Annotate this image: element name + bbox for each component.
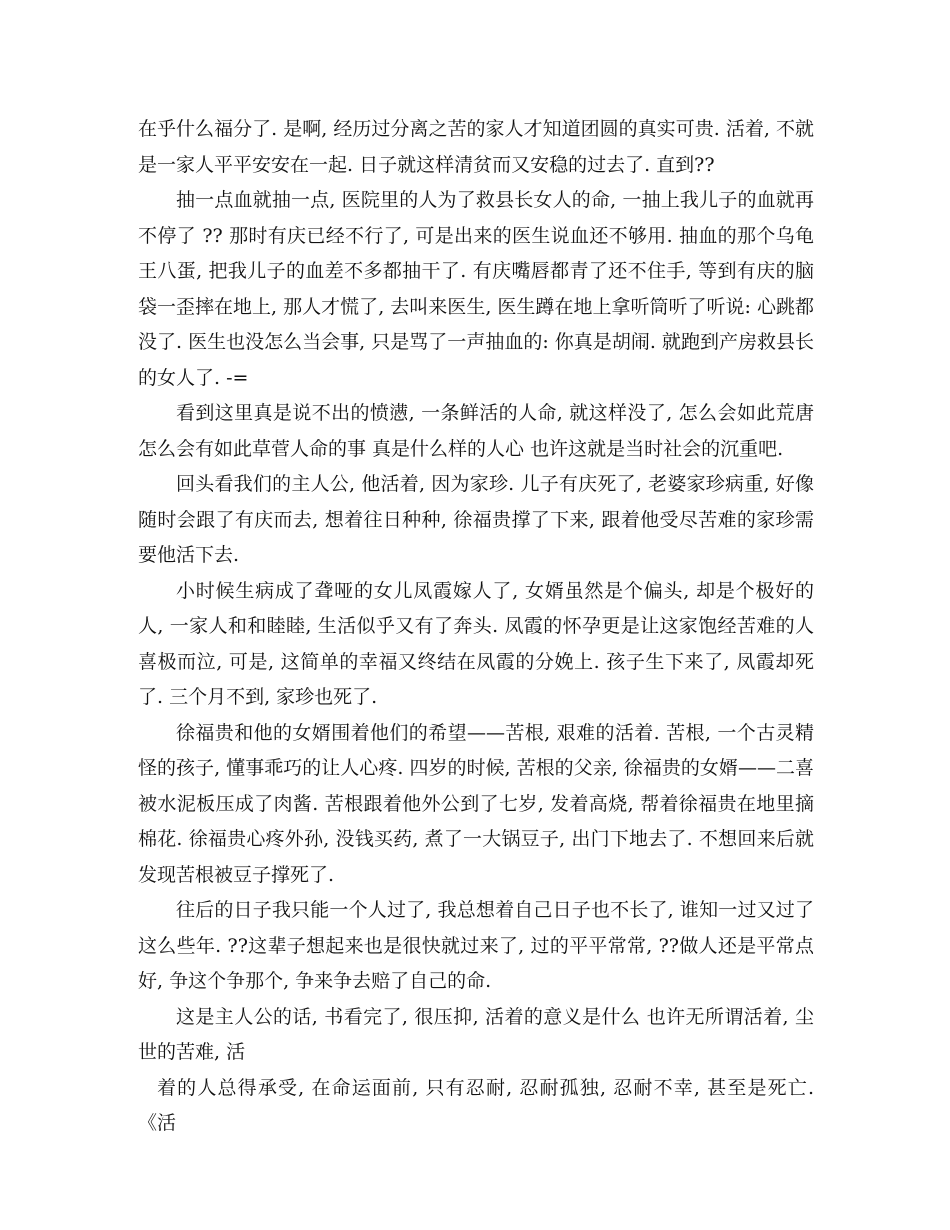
paragraph-1: 在乎什么福分了. 是啊, 经历过分离之苦的家人才知道团圆的真实可贵. 活着, 不就是一家人平平安安在一起. 日子就这样清贫而又安稳的过去了. 直到?? [138,118,814,176]
paragraph-3: 看到这里真是说不出的愤懑, 一条鲜活的人命, 就这样没了, 怎么会如此荒唐 怎么会有如此草菅人命的事 真是什么样的人心 也许这就是当时社会的沉重吧. [138,402,814,460]
paragraph-7: 往后的日子我只能一个人过了, 我总想着自己日子也不长了, 谁知一过又过了这么些年. ??这辈子想起来也是很快就过来了, 过的平平常常, ??做人还是平常点好, 争这个争那个, 争来争去赔了自己的命. [138,899,814,992]
paragraph-5: 小时候生病成了聋哑的女儿凤霞嫁人了, 女婿虽然是个偏头, 却是个极好的人, 一家人和和睦睦, 生活似乎又有了奔头. 凤霞的怀孕更是让这家饱经苦难的人喜极而泣, 可是, 这简单的幸福又终结在凤霞的分娩上. 孩子生下来了, 凤霞却死了. 三个月不到, 家珍也死了. [138,579,814,708]
paragraph-9: 着的人总得承受, 在命运面前, 只有忍耐, 忍耐孤独, 忍耐不幸, 甚至是死亡. 《活 [138,1076,814,1134]
paragraph-8: 这是主人公的话, 书看完了, 很压抑, 活着的意义是什么 也许无所谓活着, 尘世的苦难, 活 [138,1005,814,1063]
paragraph-2: 抽一点血就抽一点, 医院里的人为了救县长女人的命, 一抽上我儿子的血就再不停了 ?? 那时有庆已经不行了, 可是出来的医生说血还不够用. 抽血的那个乌龟王八蛋, 把我儿子的血差不多都抽干了. 有庆嘴唇都青了还不住手, 等到有庆的脑袋一歪摔在地上, 那人才慌了, 去叫来医生, 医生蹲在地上拿听筒听了听说: 心跳都没了. 医生也没怎么当会事, 只是骂了一声抽血的: 你真是胡闹. 就跑到产房救县长的女人了. -= [138,189,814,389]
paragraph-6: 徐福贵和他的女婿围着他们的希望——苦根, 艰难的活着. 苦根, 一个古灵精怪的孩子, 懂事乖巧的让人心疼. 四岁的时候, 苦根的父亲, 徐福贵的女婿——二喜被水泥板压成了肉酱. 苦根跟着他外公到了七岁, 发着高烧, 帮着徐福贵在地里摘棉花. 徐福贵心疼外孙, 没钱买药, 煮了一大锅豆子, 出门下地去了. 不想回来后就发现苦根被豆子撑死了. [138,721,814,886]
document-body [138,112,814,1142]
paragraph-4: 回头看我们的主人公, 他活着, 因为家珍. 儿子有庆死了, 老婆家珍病重, 好像随时会跟了有庆而去, 想着往日种种, 徐福贵撑了下来, 跟着他受尽苦难的家珍需要他活下去. [138,473,814,566]
